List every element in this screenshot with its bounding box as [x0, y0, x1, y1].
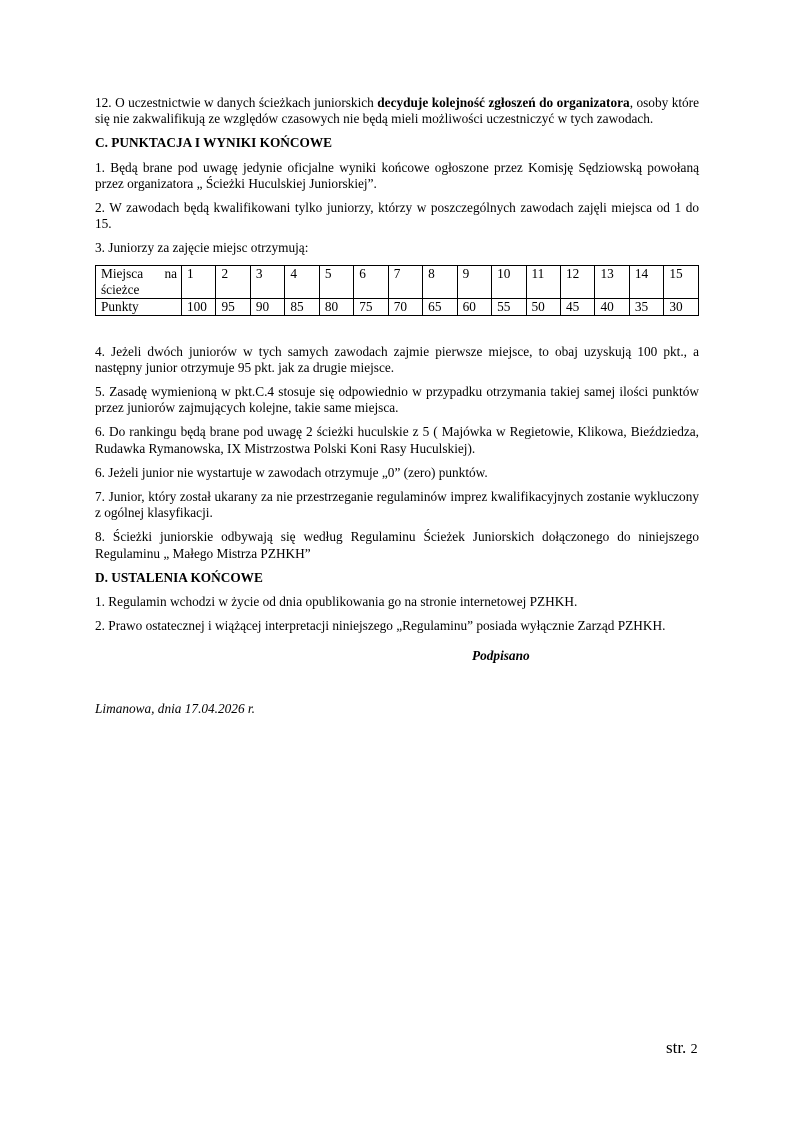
page-number — [666, 1040, 698, 1058]
place-cell: 12 — [560, 265, 594, 298]
signature: Podpisano — [472, 648, 530, 664]
place-date: Limanowa, dnia 17.04.2026 r. — [95, 700, 255, 716]
paragraph-12: 12. O uczestnictwie w danych ścieżkach juniorskich decyduje kolejność zgłoszeń do organizatora, osoby które się nie zakwalifikują ze względów czasowych nie będą mieli możliwości uczestniczyć w tych zawodach. — [95, 95, 700, 127]
section-c-p6b: 6. Jeżeli junior nie wystartuje w zawodach otrzymuje „0” (zero) punktów. — [95, 464, 488, 480]
points-cell: 40 — [595, 298, 629, 315]
points-table — [95, 265, 699, 316]
place-cell: 14 — [629, 265, 663, 298]
points-cell: 65 — [423, 298, 457, 315]
place-cell: 9 — [457, 265, 491, 298]
place-cell: 10 — [492, 265, 526, 298]
place-cell: 8 — [423, 265, 457, 298]
section-c-p3: 3. Juniorzy za zajęcie miejsc otrzymują: — [95, 240, 309, 256]
section-c-p2: 2. W zawodach będą kwalifikowani tylko juniorzy, którzy w poszczególnych zawodach zajęli miejsca od 1 do 15. — [95, 200, 699, 232]
section-c-p7: 7. Junior, który został ukarany za nie przestrzeganie regulaminów imprez kwalifikacyjnych zostanie wykluczony z ogólnej klasyfikacji. — [95, 489, 699, 521]
section-d-p1: 1. Regulamin wchodzi w życie od dnia opublikowania go na stronie internetowej PZHKH. — [95, 594, 578, 610]
place-cell: 5 — [319, 265, 353, 298]
points-cell: 70 — [388, 298, 422, 315]
page-number-label: str. — [666, 1038, 687, 1057]
points-cell: 100 — [182, 298, 216, 315]
place-cell: 4 — [285, 265, 319, 298]
points-cell: 35 — [629, 298, 663, 315]
points-cell: 60 — [457, 298, 491, 315]
places-label: Miejsca na ścieżce — [96, 265, 182, 298]
places-row — [96, 265, 699, 298]
place-cell: 6 — [354, 265, 388, 298]
points-cell: 80 — [319, 298, 353, 315]
section-d-p2: 2. Prawo ostatecznej i wiążącej interpretacji niniejszego „Regulaminu” posiada wyłącznie Zarząd PZHKH. — [95, 618, 666, 634]
place-cell: 3 — [250, 265, 284, 298]
points-cell: 90 — [250, 298, 284, 315]
points-cell: 45 — [560, 298, 594, 315]
section-c-p1: 1. Będą brane pod uwagę jedynie oficjalne wyniki końcowe ogłoszone przez Komisję Sędziowską powołaną przez organizatora „ Ścieżki Huculskiej Juniorskiej”. — [95, 159, 699, 191]
place-cell: 2 — [216, 265, 250, 298]
points-cell: 30 — [664, 298, 699, 315]
section-c-p6a: 6. Do rankingu będą brane pod uwagę 2 ścieżki huculskie z 5 ( Majówka w Regietowie, Klikowa, Bieździedza, Rudawka Rymanowska, IX Mistrzostwa Polski Koni Rasy Huculskiej). — [95, 424, 699, 456]
place-cell: 7 — [388, 265, 422, 298]
section-c-p4: 4. Jeżeli dwóch juniorów w tych samych zawodach zajmie pierwsze miejsce, to obaj uzyskują 100 pkt., a następny junior otrzymuje 95 pkt. jak za drugie miejsce. — [95, 343, 699, 375]
points-cell: 50 — [526, 298, 560, 315]
place-cell: 15 — [664, 265, 699, 298]
bold-emphasis: decyduje kolejność zgłoszeń do organizatora — [377, 95, 630, 110]
place-cell: 1 — [182, 265, 216, 298]
place-cell: 13 — [595, 265, 629, 298]
page-number-value: 2 — [690, 1042, 698, 1057]
points-cell: 85 — [285, 298, 319, 315]
points-cell: 95 — [216, 298, 250, 315]
points-row — [96, 298, 699, 315]
section-c-p8: 8. Ścieżki juniorskie odbywają się według Regulaminu Ścieżek Juniorskich dołączonego do niniejszego Regulaminu „ Małego Mistrza PZHKH” — [95, 529, 699, 561]
points-cell: 55 — [492, 298, 526, 315]
section-d-heading: D. USTALENIA KOŃCOWE — [95, 569, 263, 585]
points-cell: 75 — [354, 298, 388, 315]
document-page — [95, 95, 699, 717]
section-c-p5: 5. Zasadę wymienioną w pkt.C.4 stosuje się odpowiednio w przypadku otrzymania takiej samej ilości punktów przez juniorów zajmujących kolejne, takie same miejsca. — [95, 384, 699, 416]
points-label: Punkty — [96, 298, 182, 315]
place-cell: 11 — [526, 265, 560, 298]
section-c-heading: C. PUNKTACJA I WYNIKI KOŃCOWE — [95, 135, 333, 151]
